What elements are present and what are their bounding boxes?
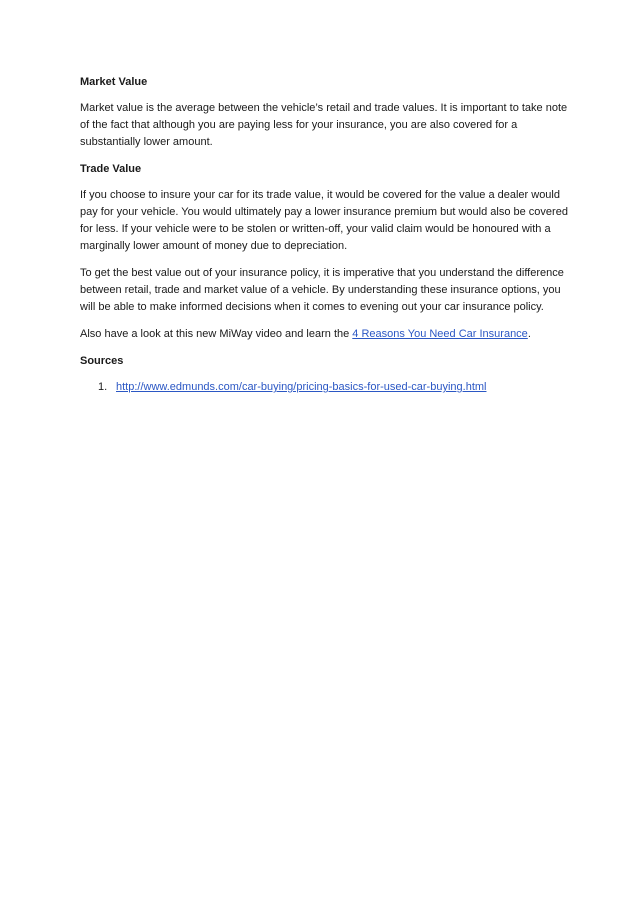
video-paragraph <box>80 326 570 343</box>
summary-paragraph: To get the best value out of your insurance policy, it is imperative that you understand the difference between retail, trade and market value of a vehicle. By understanding these insurance options, you will be able to make informed decisions when it comes to evening out your car insurance policy. <box>80 267 564 313</box>
car-insurance-reasons-link[interactable]: 4 Reasons You Need Car Insurance <box>352 328 528 340</box>
market-value-paragraph: Market value is the average between the vehicle’s retail and trade values. It is important to take note of the fact that although you are paying less for your insurance, you are also covered for a substantially lower amount. <box>80 102 568 148</box>
list-item-number: 1. <box>98 381 108 393</box>
video-text-prefix: Also have a look at this new MiWay video and learn the <box>80 328 353 340</box>
market-value-heading: Market Value <box>80 76 148 88</box>
trade-value-heading: Trade Value <box>80 163 142 175</box>
document-page <box>80 74 570 396</box>
list-item <box>80 379 570 396</box>
sources-list <box>80 379 570 396</box>
trade-value-paragraph: If you choose to insure your car for its trade value, it would be covered for the value a dealer would pay for your vehicle. You would ultimately pay a lower insurance premium but would also be covered for less. If your vehicle were to be stolen or written-off, your valid claim would be honoured with a marginally lower amount of money due to depreciation. <box>80 189 568 252</box>
sources-heading: Sources <box>80 355 124 367</box>
edmunds-source-link[interactable]: http://www.edmunds.com/car-buying/pricing-basics-for-used-car-buying.html <box>116 381 487 393</box>
video-text-suffix: . <box>527 328 531 340</box>
